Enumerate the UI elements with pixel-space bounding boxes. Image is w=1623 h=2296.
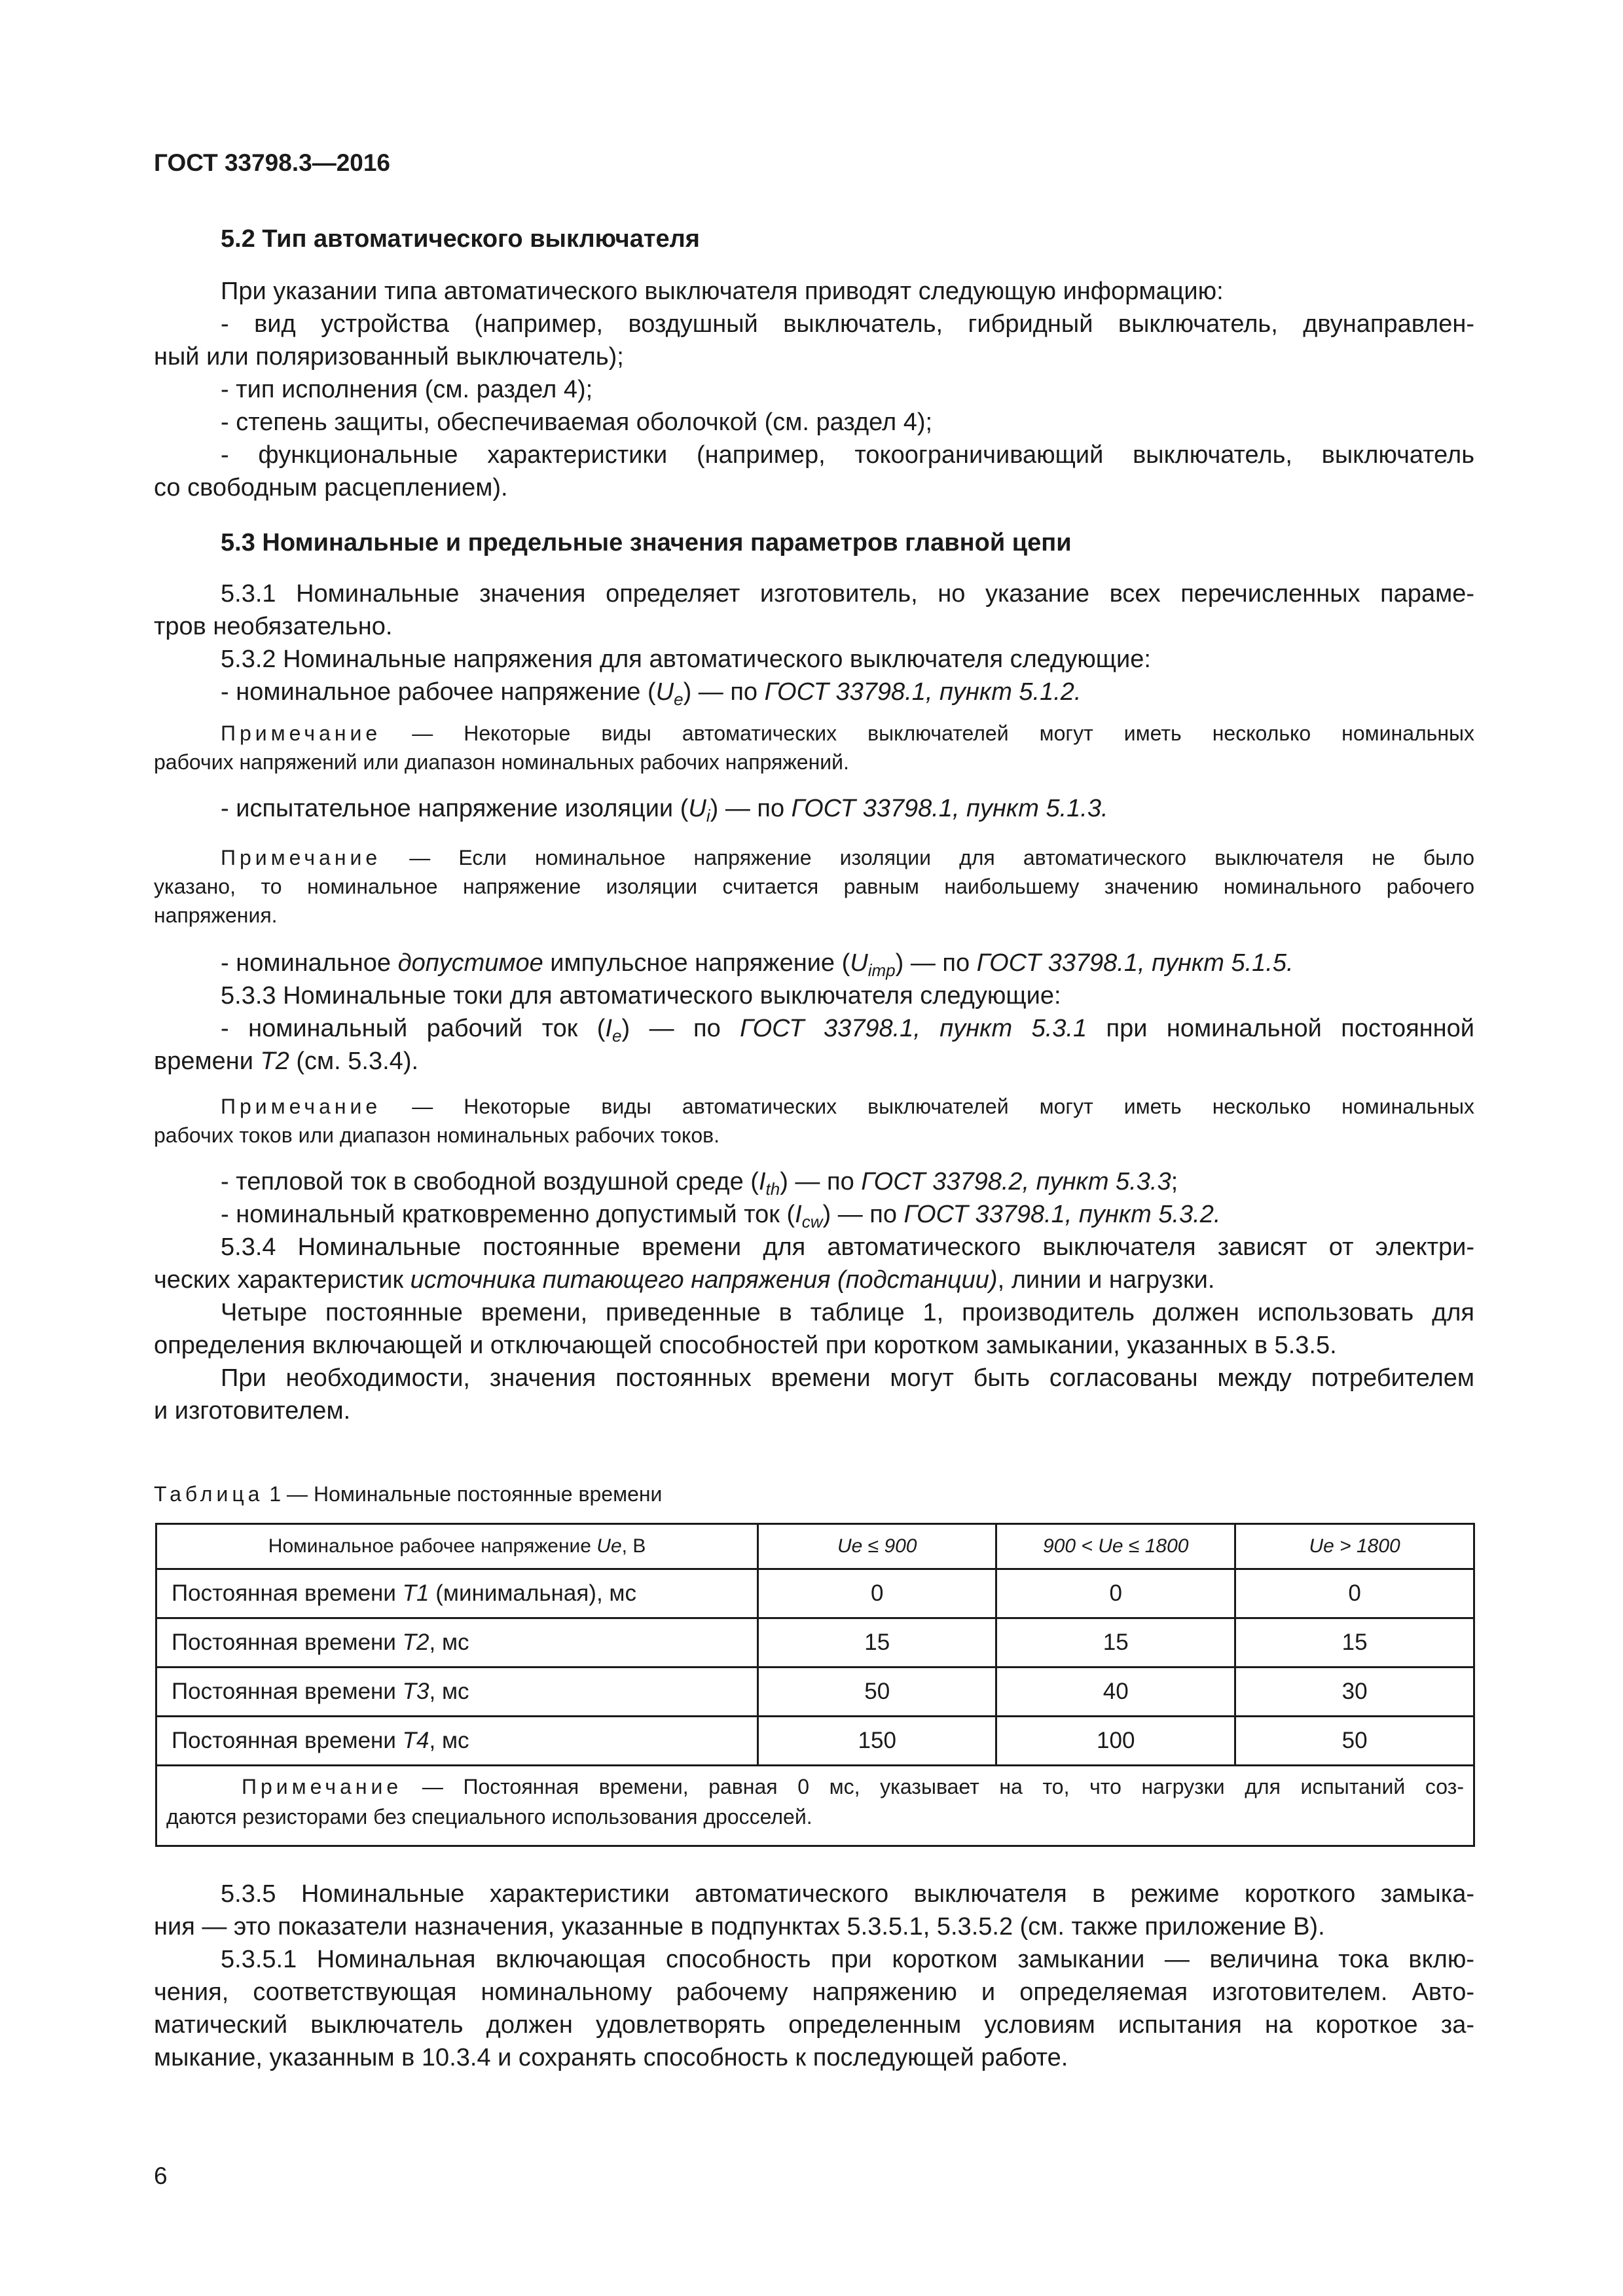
table-header-cell: 900 < Ue ≤ 1800 (996, 1524, 1235, 1569)
para-5-3-4-c-cont: и изготовителем. (154, 1397, 351, 1425)
table-cell: 15 (1235, 1618, 1474, 1667)
table-caption: Таблица 1 — Номинальные постоянные времени (154, 1482, 663, 1506)
section-5-2-item-4-cont: со свободным расцеплением). (154, 474, 508, 501)
table-cell: 30 (1235, 1667, 1474, 1717)
item-ui: - испытательное напряжение изоляции $(U_i)$ — по ГОСТ 33798.1, пункт 5.1.3. (221, 795, 1108, 826)
item-ith: - тепловой ток в свободной воздушной среде $(I_{th})$ — по ГОСТ 33798.2, пункт 5.3.3; (221, 1168, 1178, 1199)
section-5-2-intro: При указании типа автоматического выключателя приводят следующую информацию: (221, 278, 1224, 305)
table-cell: Постоянная времени T1 (минимальная), мс (156, 1569, 758, 1618)
table-cell: Постоянная времени T4, мс (156, 1717, 758, 1766)
section-5-2-item-4: - функциональные характеристики (например, токоограничивающий выключатель, выключатель (221, 441, 1474, 469)
note-2-cont: указано, то номинальное напряжение изоляции считается равным наибольшему значению номинального рабочего (154, 875, 1474, 898)
table-cell: 15 (996, 1618, 1235, 1667)
para-5-3-2: 5.3.2 Номинальные напряжения для автоматического выключателя следующие: (221, 646, 1151, 673)
para-5-3-5-1-c: матический выключатель должен удовлетворять определенным условиям испытания на короткое за- (154, 2011, 1474, 2039)
section-5-2-item-3: - степень защиты, обеспечиваемая оболочкой (см. раздел 4); (221, 409, 933, 436)
para-5-3-4-cont: ческих характеристик источника питающего напряжения (подстанции), линии и нагрузки. (154, 1266, 1215, 1294)
para-5-3-5-1: 5.3.5.1 Номинальная включающая способность при коротком замыкании — величина тока вклю- (221, 1946, 1474, 1973)
table-header-cell: Ue > 1800 (1235, 1524, 1474, 1569)
note-2: Примечание — Если номинальное напряжение изоляции для автоматического выключателя не было (221, 846, 1474, 869)
item-uimp: - номинальное допустимое импульсное напряжение $(U_{imp})$ — по ГОСТ 33798.1, пункт 5.1.5. (221, 949, 1294, 980)
para-5-3-5: 5.3.5 Номинальные характеристики автоматического выключателя в режиме короткого замыка- (221, 1880, 1474, 1908)
para-5-3-1: 5.3.1 Номинальные значения определяет изготовитель, но указание всех перечисленных параме- (221, 580, 1474, 608)
table-row (156, 1618, 1474, 1667)
table-cell: 40 (996, 1667, 1235, 1717)
table-cell: 0 (1235, 1569, 1474, 1618)
table-cell: 50 (758, 1667, 996, 1717)
table-cell: 150 (758, 1717, 996, 1766)
section-5-2-heading: 5.2 Тип автоматического выключателя (221, 225, 700, 253)
para-5-3-5-1-b: чения, соответствующая номинальному рабочему напряжению и определяемая изготовителем. Авто- (154, 1978, 1474, 2006)
section-5-3-heading: 5.3 Номинальные и предельные значения параметров главной цепи (221, 529, 1072, 556)
note-1: Примечание — Некоторые виды автоматических выключателей могут иметь несколько номинальных (221, 721, 1474, 745)
para-5-3-4-b-cont: определения включающей и отключающей способностей при коротком замыкании, указанных в 5.3.5. (154, 1332, 1337, 1359)
table-row (156, 1717, 1474, 1766)
table-cell: 0 (996, 1569, 1235, 1618)
item-icw: - номинальный кратковременно допустимый ток $(I_{cw})$ — по ГОСТ 33798.1, пункт 5.3.2. (221, 1201, 1221, 1231)
para-5-3-5-1-d: мыкание, указанным в 10.3.4 и сохранять способность к последующей работе. (154, 2044, 1068, 2071)
table-cell: 50 (1235, 1717, 1474, 1766)
table-row (156, 1569, 1474, 1618)
table-cell: Постоянная времени T2, мс (156, 1618, 758, 1667)
table-header-row (156, 1524, 1474, 1569)
para-5-3-5-cont: ния — это показатели назначения, указанные в подпунктах 5.3.5.1, 5.3.5.2 (см. также приложение В). (154, 1913, 1325, 1941)
section-5-2-item-1: - вид устройства (например, воздушный выключатель, гибридный выключатель, двунаправлен- (221, 310, 1474, 338)
para-5-3-4-c: При необходимости, значения постоянных времени могут быть согласованы между потребителем (221, 1364, 1474, 1392)
item-ue: - номинальное рабочее напряжение $(U_e)$ — по ГОСТ 33798.1, пункт 5.1.2. (221, 678, 1082, 709)
para-5-3-4: 5.3.4 Номинальные постоянные времени для автоматического выключателя зависят от электри- (221, 1233, 1474, 1261)
page-number: 6 (154, 2162, 168, 2189)
table-cell: Постоянная времени T3, мс (156, 1667, 758, 1717)
document-header: ГОСТ 33798.3—2016 (154, 149, 391, 176)
time-constants-table (155, 1523, 1475, 1847)
item-ie-cont: времени T2 (см. 5.3.4). (154, 1048, 419, 1075)
note-1-cont: рабочих напряжений или диапазон номинальных рабочих напряжений. (154, 750, 849, 774)
item-ie: - номинальный рабочий ток $(I_e)$ — по ГОСТ 33798.1, пункт 5.3.1 при номинальной постоянной (221, 1015, 1474, 1046)
note-3-cont: рабочих токов или диапазон номинальных рабочих токов. (154, 1123, 720, 1147)
table-cell: 0 (758, 1569, 996, 1618)
table-header-cell: Ue ≤ 900 (758, 1524, 996, 1569)
table-cell: 100 (996, 1717, 1235, 1766)
para-5-3-3: 5.3.3 Номинальные токи для автоматического выключателя следующие: (221, 982, 1061, 1010)
para-5-3-4-b: Четыре постоянные времени, приведенные в таблице 1, производитель должен использовать для (221, 1299, 1474, 1326)
para-5-3-1-cont: тров необязательно. (154, 613, 393, 640)
note-3: Примечание — Некоторые виды автоматических выключателей могут иметь несколько номинальных (221, 1095, 1474, 1118)
table-cell: 15 (758, 1618, 996, 1667)
table-note-row (156, 1766, 1474, 1846)
table-header-cell: Номинальное рабочее напряжение Ue, В (156, 1524, 758, 1569)
table-row (156, 1667, 1474, 1717)
section-5-2-item-2: - тип исполнения (см. раздел 4); (221, 376, 593, 403)
note-2-cont-2: напряжения. (154, 903, 278, 927)
table-note: Примечание — Постоянная времени, равная 0 мс, указывает на то, что нагрузки для испытаний соз- даются резисторами без специального использования дросселей. (156, 1766, 1474, 1846)
section-5-2-item-1-cont: ный или поляризованный выключатель); (154, 343, 624, 371)
